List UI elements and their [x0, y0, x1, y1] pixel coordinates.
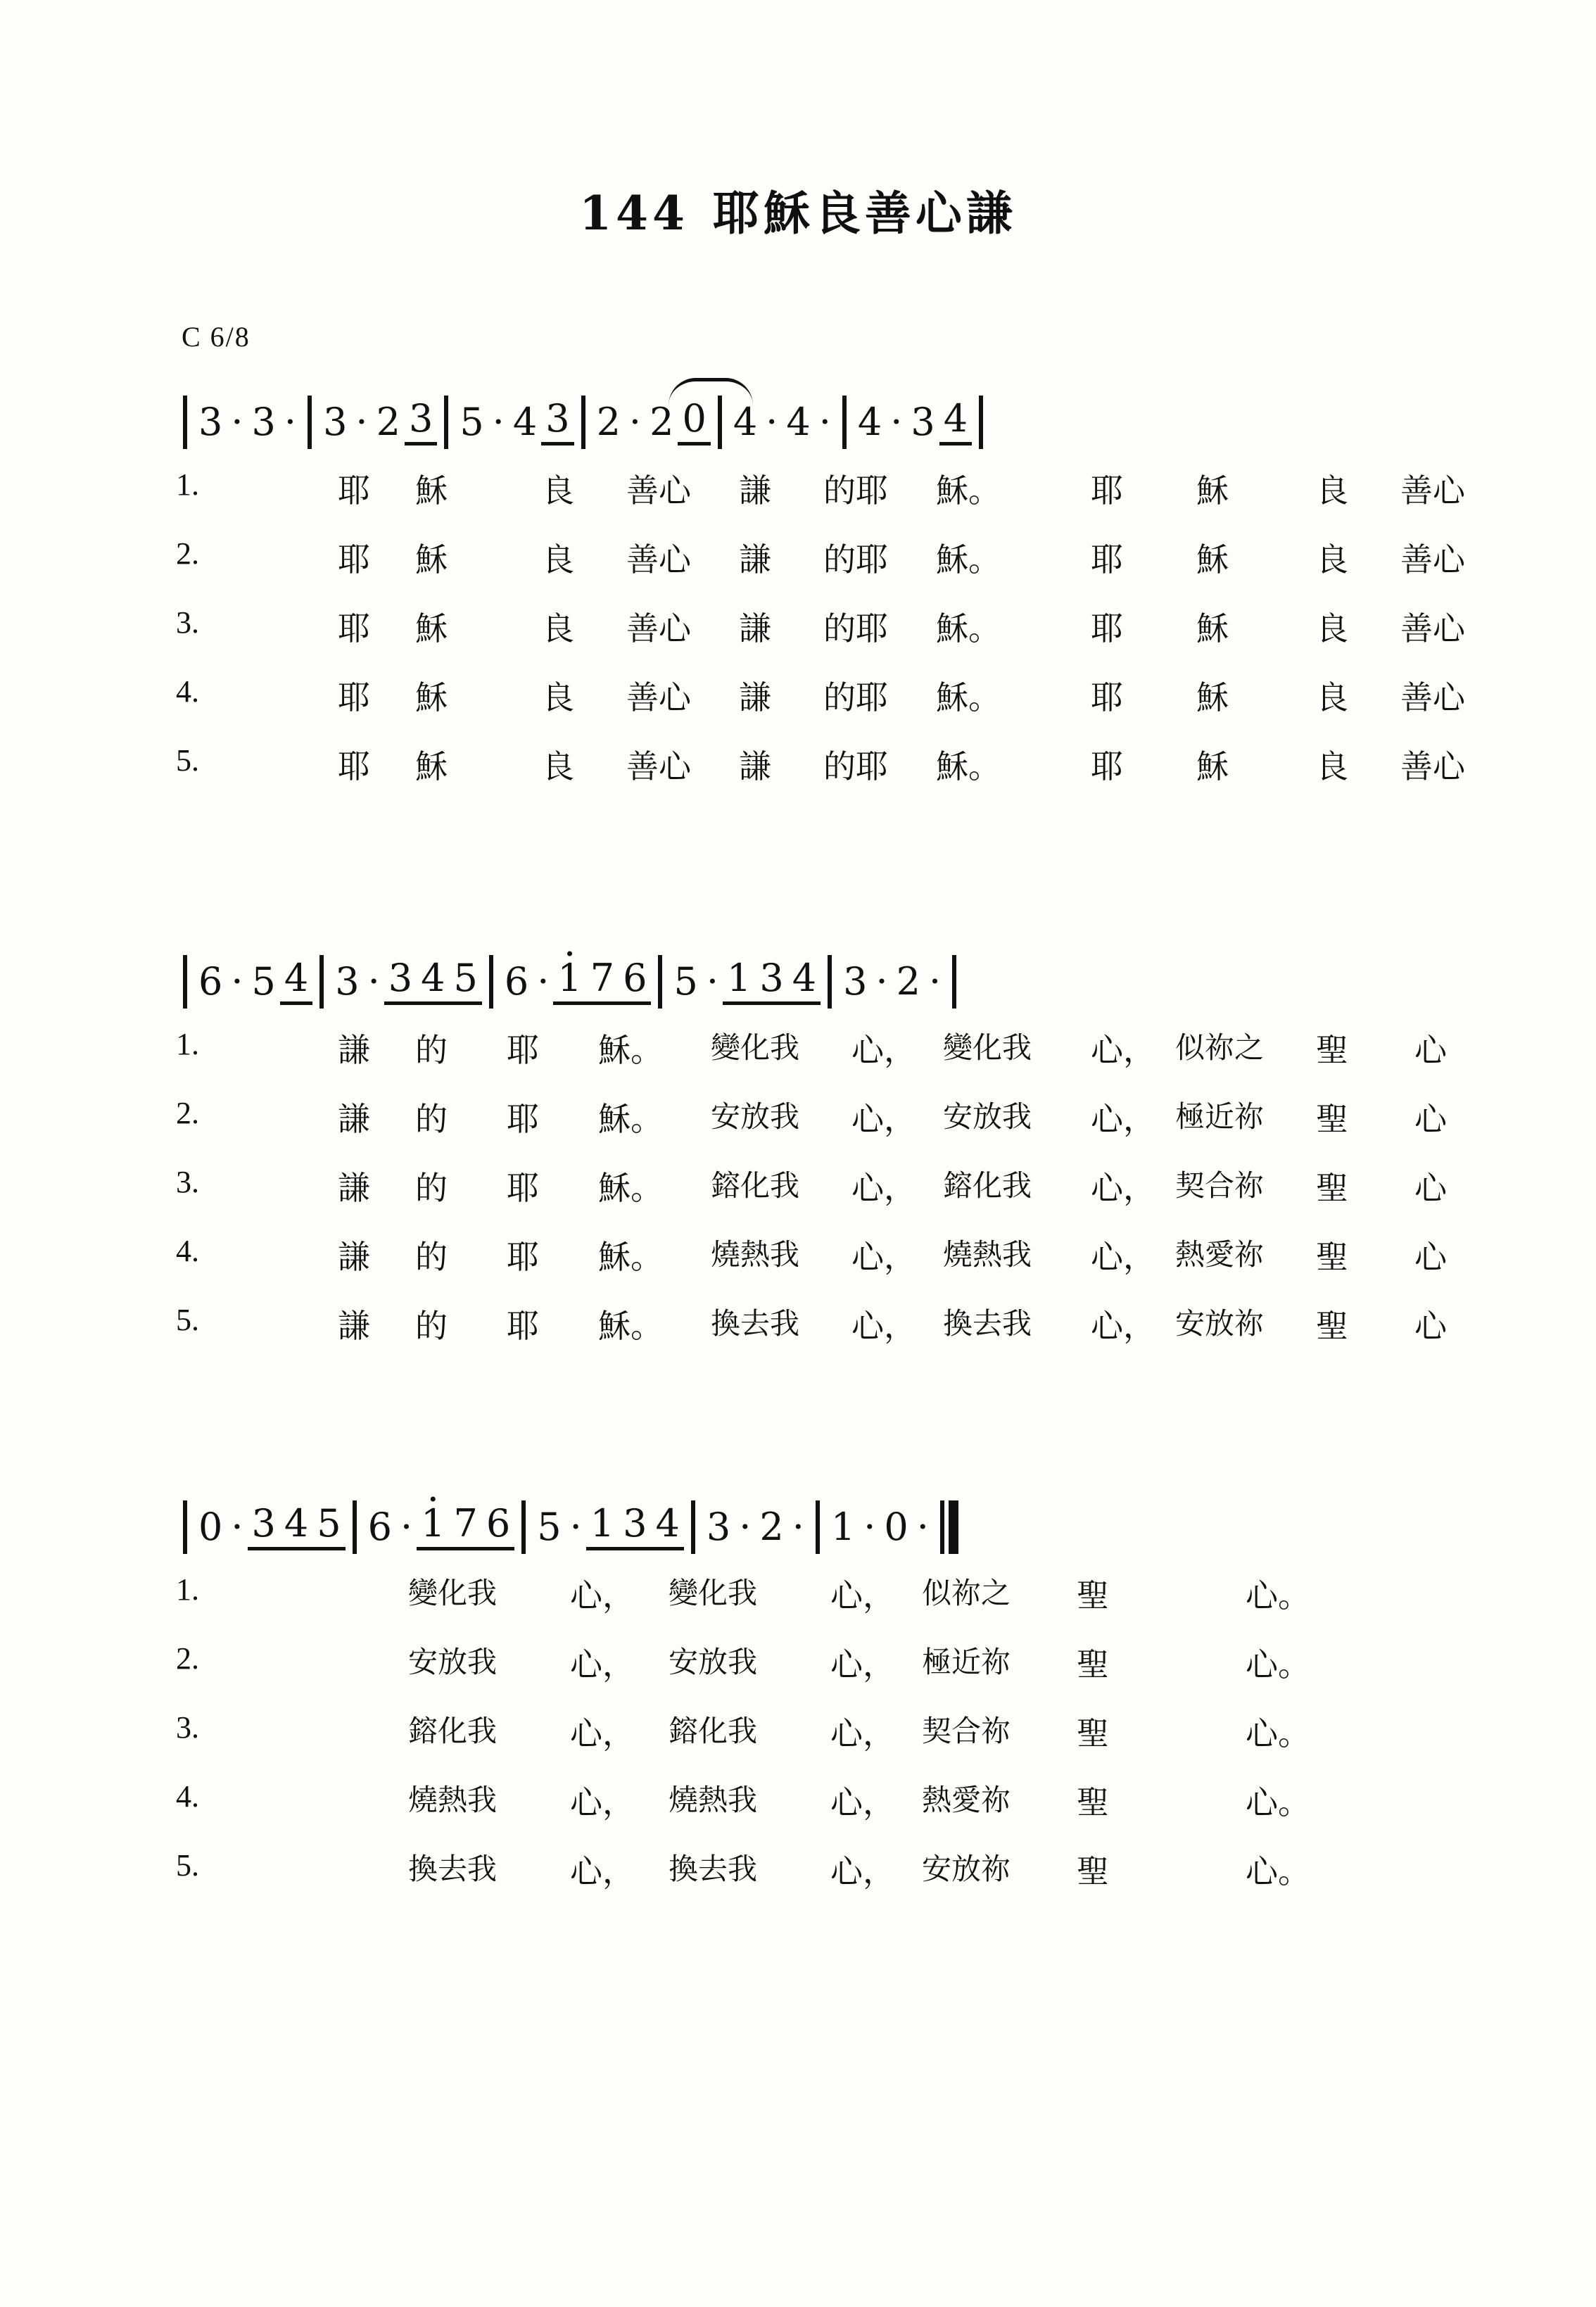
- duration-dot: ·: [400, 1505, 413, 1549]
- note: 3: [198, 400, 223, 444]
- lyric-line: [176, 737, 1478, 806]
- lyric-syllable: 熱愛祢: [922, 1783, 1011, 1817]
- lyric-syllable: 安放我: [408, 1645, 498, 1679]
- note: 3: [335, 959, 360, 1004]
- lyric-syllable: 耶: [338, 747, 370, 785]
- note: 6: [198, 959, 223, 1004]
- lyric-line: [176, 1089, 1478, 1158]
- lyric-syllable: 燒熱我: [408, 1783, 498, 1817]
- lyric-syllable: 心，: [570, 1714, 635, 1752]
- lyric-syllable: 安放祢: [1175, 1306, 1265, 1341]
- note: 3: [541, 400, 574, 445]
- lyric-syllable: 聖: [1077, 1576, 1109, 1614]
- lyric-syllable: 心，: [1091, 1238, 1155, 1276]
- notation-row: [176, 384, 1478, 461]
- lyric-syllable: 聖: [1077, 1645, 1109, 1683]
- lyric-syllable: 心，: [830, 1852, 895, 1890]
- lyric-syllable: 善心: [1400, 541, 1465, 579]
- lyric-syllable: 謙: [739, 541, 771, 579]
- lyric-syllable: 似祢之: [922, 1576, 1011, 1610]
- lyric-syllable: 善心: [1400, 747, 1465, 785]
- lyric-syllable: 換去我: [711, 1306, 800, 1341]
- lyric-syllable: 心，: [830, 1714, 895, 1752]
- lyric-syllable: 的: [415, 1100, 448, 1138]
- page-title: [0, 176, 1596, 243]
- lyric-line: [176, 1635, 1478, 1704]
- lyric-syllable: 善心: [626, 541, 691, 579]
- verse-number: 2.: [176, 1096, 199, 1130]
- lyric-syllable: 心: [1414, 1238, 1447, 1276]
- lyric-syllable: 善心: [626, 609, 691, 647]
- lyric-syllable: 耶: [1091, 747, 1123, 785]
- key-signature: C 6/8: [182, 321, 251, 353]
- verse-number: 2.: [176, 536, 199, 571]
- note: 6: [367, 1505, 392, 1549]
- barline: [353, 1500, 357, 1554]
- duration-dot: ·: [367, 959, 380, 1004]
- lyric-syllable: 心，: [830, 1576, 895, 1614]
- note: 4: [788, 959, 821, 1005]
- note: 5: [537, 1505, 562, 1549]
- lyric-syllable: 良: [542, 541, 574, 579]
- lyric-syllable: 良: [542, 472, 574, 510]
- lyric-syllable: 耶: [507, 1031, 539, 1069]
- lyric-syllable: 的耶: [823, 678, 888, 716]
- duration-dot: ·: [284, 400, 297, 444]
- note: 4: [857, 400, 882, 444]
- duration-dot: ·: [792, 1505, 804, 1549]
- barline: [842, 396, 847, 449]
- note: 3: [323, 400, 348, 444]
- lyric-syllable: 耶: [507, 1238, 539, 1276]
- duration-dot: ·: [492, 400, 505, 444]
- lyric-syllable: 穌。: [936, 747, 1001, 785]
- lyric-syllable: 心。: [1246, 1714, 1310, 1752]
- lyric-syllable: 心，: [830, 1783, 895, 1821]
- note: · 1: [417, 1505, 449, 1550]
- lyric-syllable: 心，: [570, 1852, 635, 1890]
- lyric-syllable: 心，: [1091, 1031, 1155, 1069]
- barline: [828, 955, 832, 1009]
- note: 3: [911, 400, 935, 444]
- notation-row: [176, 1489, 1478, 1566]
- lyric-syllable: 穌。: [936, 472, 1001, 510]
- lyric-syllable: 聖: [1077, 1852, 1109, 1890]
- lyric-syllable: 耶: [1091, 609, 1123, 647]
- lyric-syllable: 燒熱我: [711, 1237, 800, 1272]
- note: 3: [755, 959, 787, 1005]
- barline: [308, 396, 312, 449]
- lyric-syllable: 耶: [507, 1169, 539, 1207]
- lyric-syllable: 耶: [1091, 678, 1123, 716]
- lyric-syllable: 耶: [338, 541, 370, 579]
- lyric-syllable: 良: [1316, 747, 1348, 785]
- note: 4: [651, 1505, 683, 1550]
- barline: [658, 955, 662, 1009]
- lyric-syllable: 心，: [570, 1783, 635, 1821]
- lyric-line: [176, 1296, 1478, 1365]
- duration-dot: ·: [231, 400, 243, 444]
- note: 0: [198, 1505, 223, 1549]
- duration-dot: ·: [706, 959, 718, 1004]
- note: 2: [596, 400, 621, 444]
- verse-number: 1.: [176, 1027, 199, 1061]
- barline: [489, 955, 493, 1009]
- lyric-syllable: 穌。: [598, 1031, 663, 1069]
- duration-dot: ·: [231, 959, 243, 1004]
- lyric-syllable: 善心: [626, 747, 691, 785]
- note: 4: [939, 400, 972, 445]
- lyric-syllable: 心，: [1091, 1169, 1155, 1207]
- lyric-syllable: 聖: [1316, 1238, 1348, 1276]
- verse-number: 5.: [176, 1848, 199, 1883]
- duration-dot: ·: [569, 1505, 582, 1549]
- note: 1: [723, 959, 755, 1005]
- note: 5: [450, 959, 482, 1005]
- lyric-syllable: 換去我: [943, 1306, 1032, 1341]
- lyric-syllable: 安放我: [943, 1099, 1032, 1134]
- lyric-syllable: 換去我: [669, 1852, 758, 1886]
- lyric-syllable: 的耶: [823, 541, 888, 579]
- note: 0: [884, 1505, 908, 1549]
- note: 2: [376, 400, 400, 444]
- lyric-syllable: 心。: [1246, 1852, 1310, 1890]
- note: 4: [417, 959, 449, 1005]
- duration-dot: ·: [818, 400, 831, 444]
- lyric-syllable: 的: [415, 1307, 448, 1345]
- lyric-syllable: 聖: [1316, 1307, 1348, 1345]
- note: 3: [248, 1505, 280, 1550]
- lyric-line: [176, 599, 1478, 668]
- lyric-syllable: 穌。: [598, 1307, 663, 1345]
- lyric-syllable: 穌: [1196, 472, 1229, 510]
- duration-dot: ·: [355, 400, 368, 444]
- note: 4: [512, 400, 538, 444]
- lyric-syllable: 心，: [851, 1169, 916, 1207]
- lyric-line: [176, 1158, 1478, 1227]
- note: 1: [830, 1505, 856, 1549]
- music-system-2: [176, 943, 1478, 1365]
- duration-dot: ·: [890, 400, 903, 444]
- verse-number: 5.: [176, 743, 199, 778]
- lyric-syllable: 心，: [1091, 1100, 1155, 1138]
- music-system-1: [176, 384, 1478, 806]
- note: 5: [312, 1505, 345, 1550]
- lyric-line: [176, 1227, 1478, 1296]
- verse-number: 5.: [176, 1303, 199, 1337]
- lyric-syllable: 耶: [507, 1307, 539, 1345]
- barline: [581, 396, 585, 449]
- note: 3: [405, 400, 437, 445]
- lyric-syllable: 心: [1414, 1307, 1447, 1345]
- lyric-syllable: 似祢之: [1175, 1030, 1265, 1065]
- barline: [183, 955, 187, 1009]
- slur-mark: [669, 378, 753, 405]
- duration-dot: ·: [916, 1505, 929, 1549]
- duration-dot: ·: [231, 1505, 243, 1549]
- lyric-syllable: 聖: [1077, 1783, 1109, 1821]
- note: 7: [586, 959, 619, 1005]
- lyric-syllable: 聖: [1316, 1169, 1348, 1207]
- lyric-syllable: 變化我: [711, 1030, 800, 1065]
- note: 0: [678, 400, 710, 445]
- lyric-syllable: 謙: [338, 1100, 370, 1138]
- hymn-title-text: 耶穌良善心謙: [712, 186, 1017, 241]
- lyric-syllable: 安放我: [711, 1099, 800, 1134]
- note: 4: [280, 1505, 312, 1550]
- note: 2: [896, 959, 920, 1004]
- music-system-3: [176, 1489, 1478, 1911]
- lyric-syllable: 耶: [338, 609, 370, 647]
- lyric-syllable: 心。: [1246, 1576, 1310, 1614]
- lyric-syllable: 謙: [338, 1238, 370, 1276]
- lyric-syllable: 善心: [1400, 609, 1465, 647]
- lyric-syllable: 耶: [338, 472, 370, 510]
- barline: [183, 1500, 187, 1554]
- lyric-syllable: 心，: [570, 1645, 635, 1683]
- barline: [521, 1500, 526, 1554]
- barline: [816, 1500, 820, 1554]
- lyric-syllable: 變化我: [408, 1576, 498, 1610]
- lyric-syllable: 契合祢: [922, 1714, 1011, 1748]
- barline: [319, 955, 324, 1009]
- lyric-syllable: 耶: [1091, 541, 1123, 579]
- duration-dot: ·: [766, 400, 778, 444]
- note: 3: [251, 400, 276, 444]
- note: 2: [650, 400, 674, 444]
- note: 5: [673, 959, 698, 1004]
- lyric-syllable: 的: [415, 1031, 448, 1069]
- lyric-line: [176, 1566, 1478, 1635]
- verse-number: 4.: [176, 674, 199, 709]
- lyric-syllable: 鎔化我: [943, 1168, 1032, 1203]
- final-barline: [949, 1500, 958, 1554]
- note: 3: [706, 1505, 731, 1549]
- note: 5: [251, 959, 276, 1004]
- lyric-syllable: 燒熱我: [669, 1783, 758, 1817]
- lyric-syllable: 的: [415, 1238, 448, 1276]
- verse-number: 1.: [176, 1572, 199, 1607]
- barline: [952, 955, 956, 1009]
- lyric-syllable: 善心: [1400, 678, 1465, 716]
- lyric-syllable: 心: [1414, 1031, 1447, 1069]
- note: 1: [586, 1505, 619, 1550]
- lyric-syllable: 穌。: [598, 1100, 663, 1138]
- lyric-syllable: 鎔化我: [711, 1168, 800, 1203]
- lyric-syllable: 心，: [830, 1645, 895, 1683]
- lyric-syllable: 心，: [1091, 1307, 1155, 1345]
- lyric-syllable: 穌。: [936, 609, 1001, 647]
- lyric-syllable: 聖: [1077, 1714, 1109, 1752]
- verse-number: 4.: [176, 1779, 199, 1814]
- lyric-syllable: 的耶: [823, 747, 888, 785]
- note: 2: [759, 1505, 784, 1549]
- lyric-syllable: 謙: [739, 747, 771, 785]
- lyric-syllable: 耶: [338, 678, 370, 716]
- duration-dot: ·: [739, 1505, 752, 1549]
- lyric-syllable: 良: [1316, 541, 1348, 579]
- barline: [979, 396, 983, 449]
- lyric-line: [176, 1704, 1478, 1773]
- duration-dot: ·: [928, 959, 942, 1004]
- lyric-syllable: 善心: [626, 678, 691, 716]
- note: 7: [450, 1505, 482, 1550]
- lyric-syllable: 謙: [338, 1169, 370, 1207]
- lyric-syllable: 變化我: [669, 1576, 758, 1610]
- lyric-syllable: 穌: [415, 609, 448, 647]
- lyric-syllable: 良: [542, 678, 574, 716]
- lyric-syllable: 心: [1414, 1169, 1447, 1207]
- note: 5: [460, 400, 484, 444]
- lyric-syllable: 極近祢: [922, 1645, 1011, 1679]
- lyric-syllable: 熱愛祢: [1175, 1237, 1265, 1272]
- lyric-syllable: 心。: [1246, 1645, 1310, 1683]
- lyric-syllable: 謙: [739, 678, 771, 716]
- lyric-syllable: 換去我: [408, 1852, 498, 1886]
- note: 3: [384, 959, 417, 1005]
- lyric-syllable: 極近祢: [1175, 1099, 1265, 1134]
- duration-dot: ·: [875, 959, 888, 1004]
- lyric-syllable: 穌: [1196, 609, 1229, 647]
- lyric-syllable: 心: [1414, 1100, 1447, 1138]
- duration-dot: ·: [863, 1505, 876, 1549]
- barline: [183, 396, 187, 449]
- lyric-syllable: 穌: [415, 678, 448, 716]
- lyric-syllable: 穌。: [936, 678, 1001, 716]
- lyric-syllable: 心，: [851, 1238, 916, 1276]
- lyric-syllable: 的: [415, 1169, 448, 1207]
- lyric-line: [176, 461, 1478, 530]
- lyric-syllable: 鎔化我: [669, 1714, 758, 1748]
- lyric-syllable: 良: [1316, 609, 1348, 647]
- note: 4: [786, 400, 811, 444]
- lyric-syllable: 燒熱我: [943, 1237, 1032, 1272]
- lyric-syllable: 善心: [626, 472, 691, 510]
- note: 3: [843, 959, 868, 1004]
- lyric-syllable: 心，: [851, 1307, 916, 1345]
- lyric-syllable: 心，: [570, 1576, 635, 1614]
- lyric-syllable: 耶: [1091, 472, 1123, 510]
- lyric-syllable: 良: [542, 747, 574, 785]
- verse-number: 3.: [176, 1165, 199, 1199]
- lyric-syllable: 鎔化我: [408, 1714, 498, 1748]
- lyric-syllable: 變化我: [943, 1030, 1032, 1065]
- lyric-syllable: 的耶: [823, 472, 888, 510]
- lyric-syllable: 穌: [415, 541, 448, 579]
- lyric-syllable: 良: [1316, 472, 1348, 510]
- lyric-line: [176, 1773, 1478, 1842]
- lyric-syllable: 耶: [507, 1100, 539, 1138]
- verse-number: 4.: [176, 1234, 199, 1268]
- lyric-line: [176, 668, 1478, 737]
- lyric-line: [176, 1020, 1478, 1089]
- lyric-syllable: 謙: [338, 1307, 370, 1345]
- verse-number: 2.: [176, 1641, 199, 1676]
- note: 3: [619, 1505, 651, 1550]
- lyric-syllable: 聖: [1316, 1031, 1348, 1069]
- lyric-syllable: 謙: [338, 1031, 370, 1069]
- lyric-line: [176, 1842, 1478, 1911]
- verse-number: 3.: [176, 1710, 199, 1745]
- lyric-syllable: 穌。: [598, 1169, 663, 1207]
- lyric-syllable: 心。: [1246, 1783, 1310, 1821]
- lyric-syllable: 契合祢: [1175, 1168, 1265, 1203]
- verse-number: 3.: [176, 605, 199, 640]
- hymn-number: 144: [579, 186, 689, 241]
- duration-dot: ·: [537, 959, 550, 1004]
- barline: [444, 396, 448, 449]
- lyric-syllable: 心，: [851, 1031, 916, 1069]
- lyric-syllable: 安放我: [669, 1645, 758, 1679]
- note: 4: [733, 400, 758, 444]
- lyric-syllable: 穌。: [936, 541, 1001, 579]
- lyric-syllable: 聖: [1316, 1100, 1348, 1138]
- lyric-syllable: 穌。: [598, 1238, 663, 1276]
- lyric-syllable: 安放祢: [922, 1852, 1011, 1886]
- lyric-syllable: 良: [542, 609, 574, 647]
- notation-row: [176, 943, 1478, 1020]
- verse-number: 1.: [176, 467, 199, 502]
- lyric-syllable: 穌: [415, 747, 448, 785]
- note: 4: [280, 959, 312, 1005]
- lyric-syllable: 穌: [1196, 541, 1229, 579]
- lyric-syllable: 謙: [739, 472, 771, 510]
- note: 6: [482, 1505, 514, 1550]
- lyric-syllable: 的耶: [823, 609, 888, 647]
- note: 6: [619, 959, 651, 1005]
- barline: [940, 1500, 944, 1554]
- note: · 1: [553, 959, 585, 1005]
- duration-dot: ·: [628, 400, 642, 444]
- barline: [691, 1500, 695, 1554]
- lyric-syllable: 穌: [415, 472, 448, 510]
- lyric-syllable: 穌: [1196, 747, 1229, 785]
- lyric-syllable: 良: [1316, 678, 1348, 716]
- lyric-line: [176, 530, 1478, 599]
- lyric-syllable: 善心: [1400, 472, 1465, 510]
- lyric-syllable: 謙: [739, 609, 771, 647]
- note: 6: [504, 959, 529, 1004]
- lyric-syllable: 心，: [851, 1100, 916, 1138]
- lyric-syllable: 穌: [1196, 678, 1229, 716]
